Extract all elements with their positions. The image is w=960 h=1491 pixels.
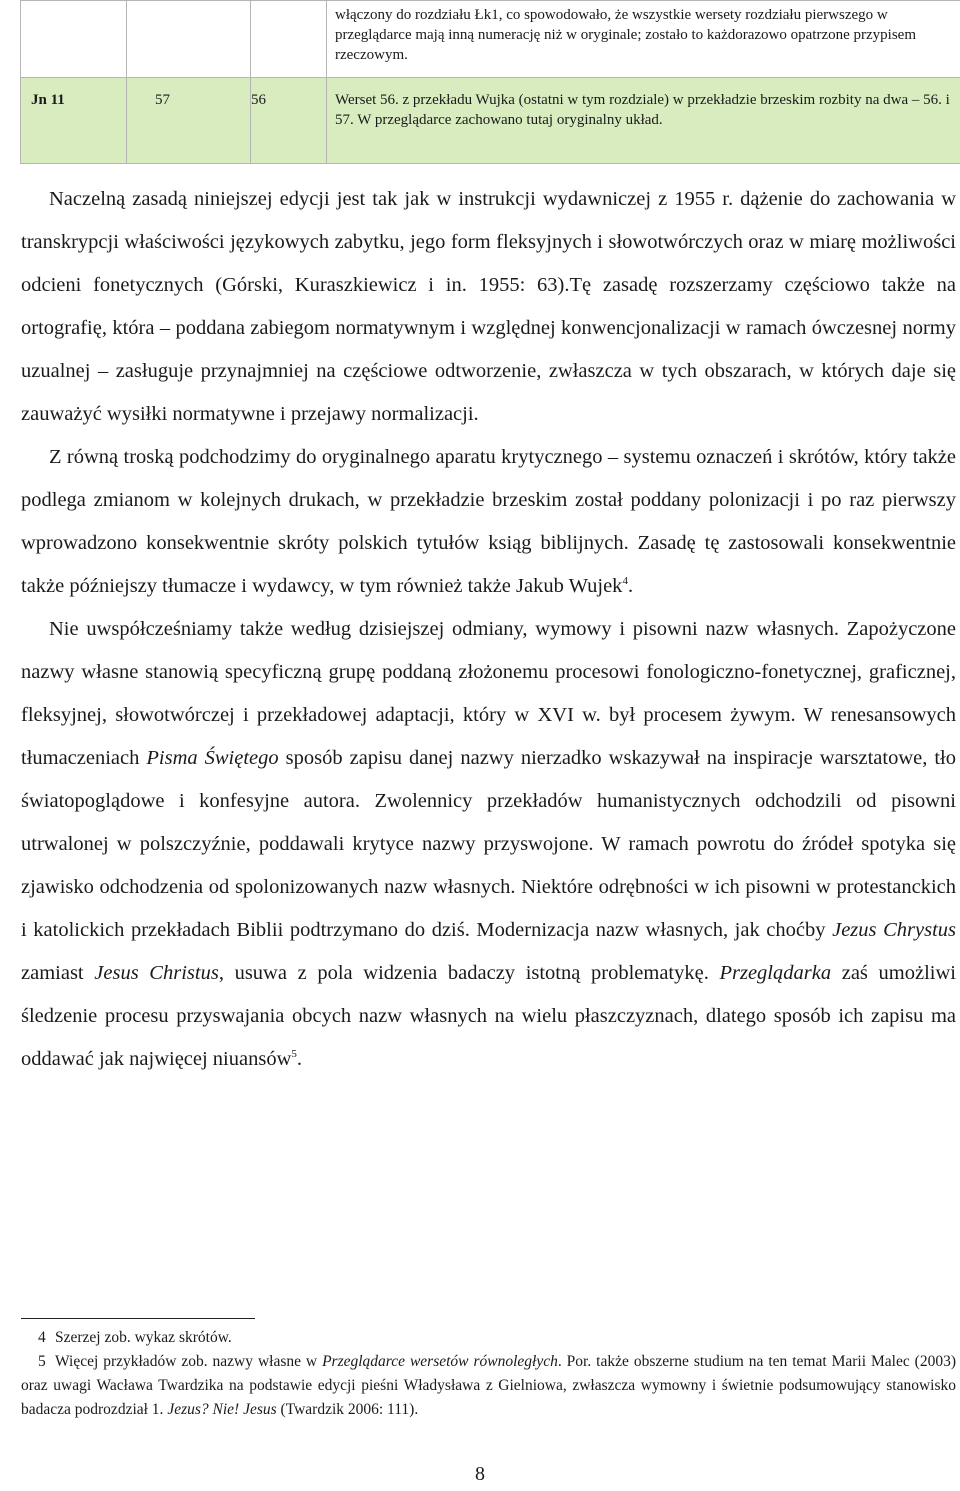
footnote-ref[interactable]: 4 [622, 575, 628, 588]
table-cell-verse: 56 [251, 78, 327, 164]
footnote-number: 4 [38, 1329, 46, 1346]
footnote-text: (Twardzik 2006: 111). [276, 1401, 419, 1418]
table-row [21, 78, 960, 164]
footnote-text: Więcej przykładów zob. nazwy własne w [55, 1353, 323, 1370]
paragraph-text: zaś umożliwi śledzenie procesu przyswajania obcych nazw własnych na wielu płaszczyznach, dlatego sposób ich zapisu ma oddawać jak najwięcej niuansów [21, 962, 956, 1070]
footnote [21, 1350, 956, 1422]
italic-text: Jezus? Nie! Jesus [167, 1401, 277, 1418]
footnote-ref[interactable]: 5 [291, 1048, 297, 1061]
table-cell [251, 1, 327, 78]
footnote-text: Szerzej zob. wykaz skrótów. [55, 1329, 232, 1346]
italic-text: Pisma Świętego [146, 747, 279, 769]
footnotes [21, 1326, 956, 1422]
paragraph [21, 436, 956, 608]
paragraph-text: , usuwa z pola widzenia badaczy istotną problematykę. [218, 962, 720, 984]
footnote-number: 5 [38, 1353, 46, 1370]
table-cell [127, 1, 251, 78]
table-row [21, 1, 960, 78]
footnote [21, 1326, 956, 1350]
italic-text: Jezus Chrystus [832, 919, 957, 941]
paragraph-text: . [627, 575, 634, 597]
table-cell-verse: 57 [127, 78, 251, 164]
table-cell-note: włączony do rozdziału Łk1, co spowodowało, że wszystkie wersety rozdziału pierwszego w przeglądarce mają inną numerację niż w oryginale; zostało to każdorazowo opatrzone przypisem rzeczowym. [327, 1, 960, 78]
page-number: 8 [475, 1463, 485, 1485]
paragraph-text: Nie uwspółcześniamy także według dzisiejszej odmiany, wymowy i pisowni nazw własnych. Zapożyczone nazwy własne stanowią specyficzną grupę poddaną złożonemu procesowi fonologiczno-fonetycznej, graficznej, fleksyjnej, słowotwórczej i przekładowej adaptacji, który w XVI w. był procesem żywym. W renesansowych tłumaczeniach [21, 618, 956, 769]
paragraph-text: sposób zapisu danej nazwy nierzadko wskazywał na inspiracje warsztatowe, tło światopoglądowe i konfesyjne autora. Zwolennicy przekładów humanistycznych odchodzili od pisowni utrwalonej w polszczyźnie, poddawali krytyce nazwy przyswojone. W ramach powrotu do źródeł spotyka się zjawisko odchodzenia od spolonizowanych nazw własnych. Niektóre odrębności w ich pisowni w protestanckich i katolickich przekładach Biblii podtrzymano do dziś. Modernizacja nazw własnych, jak choćby [21, 747, 956, 941]
paragraph-text: zamiast [21, 962, 95, 984]
table-cell-note: Werset 56. z przekładu Wujka (ostatni w tym rozdziale) w przekładzie brzeskim rozbity na dwa – 56. i 57. W przeglądarce zachowano tutaj oryginalny układ. [327, 78, 960, 164]
paragraph-text: Z równą troską podchodzimy do oryginalnego aparatu krytycznego – systemu oznaczeń i skrótów, który także podlega zmianom w kolejnych drukach, w przekładzie brzeskim został poddany polonizacji i po raz pierwszy wprowadzono konsekwentnie skróty polskich tytułów ksiąg biblijnych. Zasadę tę zastosowali konsekwentnie także późniejszy tłumacze i wydawcy, w tym również także Jakub Wujek [21, 446, 956, 597]
paragraph: Naczelną zasadą niniejszej edycji jest tak jak w instrukcji wydawniczej z 1955 r. dążenie do zachowania w transkrypcji właściwości językowych zabytku, jego form fleksyjnych i słowotwórczych oraz w miarę możliwości odcieni fonetycznych (Górski, Kuraszkiewicz i in. 1955: 63).Tę zasadę rozszerzamy częściowo także na ortografię, która – poddana zabiegom normatywnym i względnej konwencjonalizacji w ramach ówczesnej normy uzualnej – zasługuje przynajmniej na częściowe odtworzenie, zwłaszcza w tych obszarach, w których daje się zauważyć wysiłki normatywne i przejawy normalizacji. [21, 188, 956, 425]
footnote-divider [21, 1318, 255, 1319]
italic-text: Przeglądarka [719, 962, 832, 984]
table-cell-ref: Jn 11 [21, 78, 127, 164]
table-cell [21, 1, 127, 78]
footnote-text: . Por. także obszerne studium na ten temat Marii Malec (2003) oraz uwagi Wacława Twardzika na podstawie edycji pieśni Władysława z Gielniowa, zwłaszcza wymowny i świetnie podsumowujący stanowisko badacza podrozdział 1. [21, 1353, 956, 1418]
notes-table [20, 0, 960, 164]
main-text [21, 178, 956, 1081]
paragraph-text: . [296, 1048, 303, 1070]
italic-text: Jesus Christus [94, 962, 219, 984]
paragraph [21, 608, 956, 1081]
italic-text: Przeglądarce wersetów równoległych [322, 1353, 558, 1370]
